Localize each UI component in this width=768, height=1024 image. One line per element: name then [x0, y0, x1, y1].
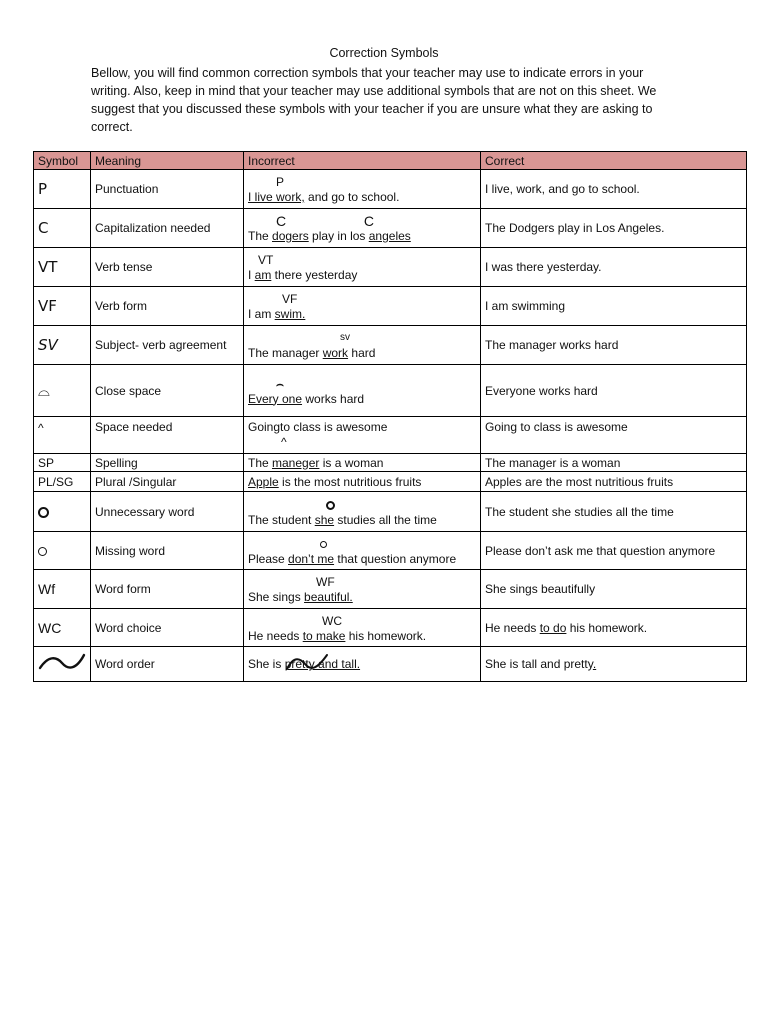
correct-cell	[481, 647, 747, 682]
symbol-cell: PL/SG	[34, 472, 91, 492]
incorrect-cell	[244, 287, 481, 326]
meaning-cell: Word form	[91, 570, 244, 609]
correct-cell: The student she studies all the time	[481, 492, 747, 532]
incorrect-cell	[244, 570, 481, 609]
table-row	[34, 248, 747, 287]
incorrect-text: I am	[248, 307, 275, 321]
correction-mark: C C	[276, 213, 375, 229]
correct-cell: Everyone works hard	[481, 365, 747, 417]
correct-cell: I am swimming	[481, 287, 747, 326]
meaning-cell: Capitalization needed	[91, 209, 244, 248]
correction-mark: VT	[258, 253, 274, 267]
table-row	[34, 647, 747, 682]
meaning-cell: Plural /Singular	[91, 472, 244, 492]
header-correct: Correct	[481, 152, 747, 170]
header-incorrect: Incorrect	[244, 152, 481, 170]
error-text: she	[314, 512, 335, 527]
table-row	[34, 532, 747, 570]
incorrect-text: that question anymore	[334, 551, 457, 566]
symbol-cell: WC	[34, 609, 91, 647]
document-title: Correction Symbols	[329, 46, 439, 60]
meaning-cell: Punctuation	[91, 170, 244, 209]
incorrect-text: hard	[348, 346, 376, 360]
incorrect-cell	[244, 532, 481, 570]
symbol-cell	[34, 647, 91, 682]
correct-text: his homework.	[566, 620, 648, 635]
correction-mark	[248, 536, 476, 552]
error-text: beautiful.	[304, 590, 353, 604]
incorrect-text: studies all the time	[334, 512, 437, 527]
table-row	[34, 365, 747, 417]
table-row	[34, 570, 747, 609]
correct-text: She is tall and pretty	[485, 657, 593, 671]
symbol-cell	[34, 532, 91, 570]
incorrect-text: is the most nutritious fruits	[278, 474, 422, 489]
insert-circle-icon	[320, 541, 327, 548]
table-row	[34, 492, 747, 532]
incorrect-cell	[244, 454, 481, 472]
error-text: to make	[302, 628, 346, 643]
table-row	[34, 170, 747, 209]
error-text: pretty and tall.	[284, 657, 361, 671]
table-row	[34, 209, 747, 248]
incorrect-cell	[244, 417, 481, 454]
correct-cell	[481, 609, 747, 647]
table-row	[34, 326, 747, 365]
incorrect-cell	[244, 170, 481, 209]
error-text: am	[254, 268, 272, 282]
correct-cell: Apples are the most nutritious fruits	[481, 472, 747, 492]
incorrect-text: The	[248, 229, 273, 243]
table-row	[34, 287, 747, 326]
incorrect-cell	[244, 326, 481, 365]
incorrect-text: He needs	[248, 628, 303, 643]
swap-squiggle-icon	[38, 652, 86, 672]
error-text: Every one	[248, 391, 303, 406]
meaning-cell: Verb tense	[91, 248, 244, 287]
error-text: I live work,	[248, 190, 305, 204]
table-row	[34, 417, 747, 454]
incorrect-cell	[244, 472, 481, 492]
incorrect-cell	[244, 609, 481, 647]
incorrect-text: The	[248, 455, 273, 470]
incorrect-text: is a woman	[319, 455, 384, 470]
incorrect-cell	[244, 209, 481, 248]
correction-symbols-table	[33, 151, 747, 682]
incorrect-text: and go to school.	[304, 190, 400, 204]
symbol-cell: SV	[34, 326, 91, 365]
insert-circle-icon	[38, 547, 47, 556]
error-text: Apple	[248, 474, 279, 489]
close-space-mark-icon: ⌢	[276, 376, 284, 391]
corrected-text: to do	[539, 620, 567, 635]
symbol-cell: VT	[34, 248, 91, 287]
meaning-cell: Missing word	[91, 532, 244, 570]
incorrect-text: She sings	[248, 590, 305, 604]
incorrect-text: Goingto class is awesome	[248, 420, 388, 434]
meaning-cell: Verb form	[91, 287, 244, 326]
incorrect-text: play in los	[308, 229, 369, 243]
correction-mark: P	[276, 175, 285, 189]
meaning-cell: Word choice	[91, 609, 244, 647]
symbol-cell: P	[34, 170, 91, 209]
incorrect-cell	[244, 248, 481, 287]
meaning-cell: Subject- verb agreement	[91, 326, 244, 365]
error-text: dogers	[272, 229, 309, 243]
incorrect-text: works hard	[302, 391, 365, 406]
meaning-cell: Word order	[91, 647, 244, 682]
error-text: maneger	[272, 455, 320, 470]
incorrect-text: his homework.	[345, 628, 427, 643]
caret-mark-icon: ^	[281, 435, 287, 449]
header-meaning: Meaning	[91, 152, 244, 170]
intro-paragraph: Bellow, you will find common correction symbols that your teacher may use to indicate errors in your writing. Also, keep in mind that your teacher may use additional symbols that are not on this sheet. We suggest that you discussed these symbols with your teacher if you are unsure what they are asking to correct.	[91, 66, 657, 134]
correct-cell: I was there yesterday.	[481, 248, 747, 287]
incorrect-cell	[244, 365, 481, 417]
table-row	[34, 472, 747, 492]
table-row	[34, 609, 747, 647]
symbol-cell: C	[34, 209, 91, 248]
table-header-row	[34, 152, 747, 170]
incorrect-text: She is	[248, 657, 285, 671]
correction-mark: WC	[322, 613, 342, 628]
close-space-icon: ⌓	[34, 365, 91, 417]
error-text: don’t me	[288, 551, 335, 566]
meaning-cell: Space needed	[91, 417, 244, 454]
incorrect-text: The student	[248, 512, 315, 527]
meaning-cell: Unnecessary word	[91, 492, 244, 532]
correct-text: .	[592, 657, 597, 671]
correct-cell: The Dodgers play in Los Angeles.	[481, 209, 747, 248]
correction-mark: WF	[316, 575, 335, 589]
incorrect-text: The manager	[248, 346, 323, 360]
incorrect-text: Please	[248, 551, 289, 566]
incorrect-cell	[244, 492, 481, 532]
incorrect-text: there yesterday	[271, 268, 358, 282]
correct-cell: The manager works hard	[481, 326, 747, 365]
correction-mark: sv	[340, 332, 350, 343]
caret-icon: ^	[34, 417, 91, 454]
header-symbol: Symbol	[34, 152, 91, 170]
delete-circle-icon	[326, 501, 335, 510]
error-text: work	[322, 346, 349, 360]
incorrect-text: I	[248, 268, 255, 282]
symbol-cell: Wf	[34, 570, 91, 609]
correction-mark	[248, 497, 476, 513]
correct-cell: Please don’t ask me that question anymore	[481, 532, 747, 570]
meaning-cell: Close space	[91, 365, 244, 417]
delete-circle-icon	[38, 507, 49, 518]
correct-text: He needs	[485, 620, 540, 635]
correct-cell: She sings beautifully	[481, 570, 747, 609]
incorrect-cell	[244, 647, 481, 682]
symbol-cell: VF	[34, 287, 91, 326]
correction-mark: VF	[282, 292, 298, 306]
swap-squiggle-icon	[281, 651, 331, 673]
symbol-cell: SP	[34, 454, 91, 472]
correct-cell: I live, work, and go to school.	[481, 170, 747, 209]
symbol-cell	[34, 492, 91, 532]
correct-cell: The manager is a woman	[481, 454, 747, 472]
correct-cell: Going to class is awesome	[481, 417, 747, 454]
error-text: angeles	[368, 229, 411, 243]
error-text: swim.	[274, 307, 306, 321]
table-row	[34, 454, 747, 472]
meaning-cell: Spelling	[91, 454, 244, 472]
